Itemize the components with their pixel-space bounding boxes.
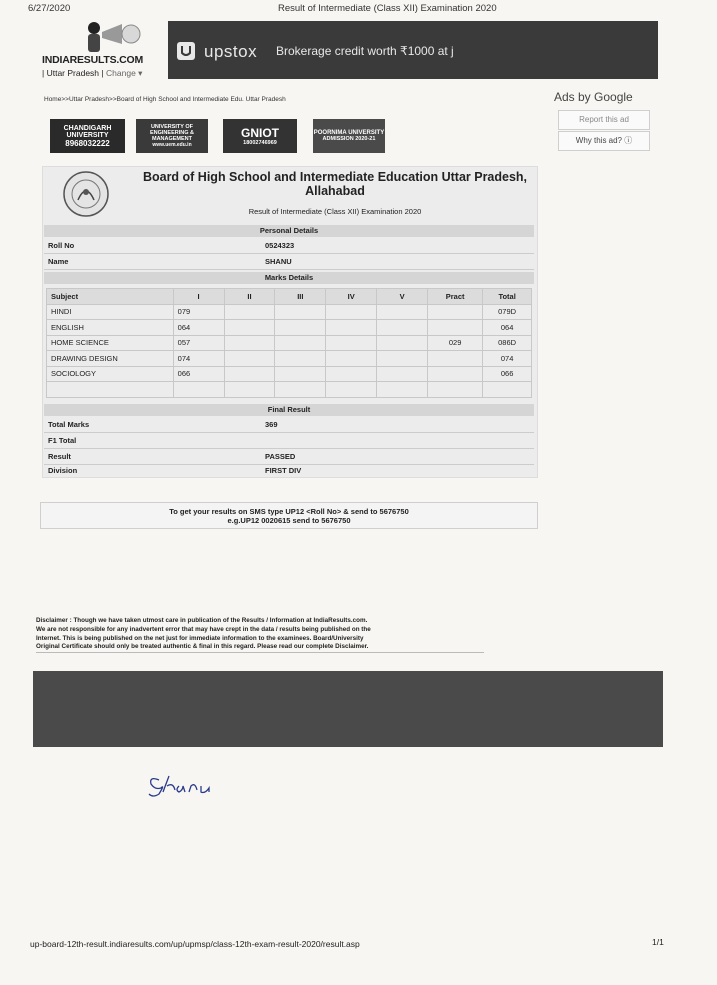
cell-pract [428, 304, 483, 320]
site-logo[interactable] [42, 20, 162, 80]
sponsor-name: POORNIMA UNIVERSITY [313, 130, 385, 136]
result-label: Result [48, 452, 71, 461]
cell-iii [275, 320, 326, 336]
board-title-line2: Allahabad [305, 184, 365, 198]
upstox-logo-icon [177, 42, 195, 60]
cell-total [483, 382, 532, 398]
table-row [47, 304, 532, 320]
division-label: Division [48, 466, 78, 475]
cell-total: 079D [483, 304, 532, 320]
cell-pract: 029 [428, 335, 483, 351]
footer-url: up-board-12th-result.indiaresults.com/up/upmsp/class-12th-exam-result-2020/result.asp [30, 939, 360, 949]
marks-table [46, 288, 532, 398]
cell-iii [275, 304, 326, 320]
f1-total-label: F1 Total [48, 436, 77, 445]
sponsor-poornima[interactable] [313, 119, 385, 153]
cell-subject: HINDI [47, 304, 174, 320]
print-date: 6/27/2020 [28, 3, 71, 14]
disclaimer-line4[interactable]: Original Certificate should only be treated authentic & final in this regard. Please read our complete Disclaimer. [36, 643, 369, 651]
cell-iv [326, 366, 377, 382]
cell-total: 066 [483, 366, 532, 382]
why-this-ad-button[interactable]: Why this ad? ⓘ [558, 131, 650, 151]
col-iv: IV [326, 289, 377, 305]
sponsor-name: GNIOT [241, 126, 279, 140]
separator: | [101, 68, 104, 78]
division-row [44, 465, 534, 476]
report-ad-button[interactable]: Report this ad [558, 110, 650, 130]
ads-by-google-label[interactable]: Ads by Google [554, 90, 633, 104]
cell-total: 074 [483, 351, 532, 367]
sponsor-gniot[interactable] [223, 119, 297, 153]
cell-v [377, 351, 428, 367]
person-with-megaphone-icon [84, 20, 144, 54]
print-title: Result of Intermediate (Class XII) Examination 2020 [278, 3, 497, 14]
disclaimer [36, 617, 484, 653]
sponsor-chandigarh[interactable] [50, 119, 125, 153]
cell-i: 064 [173, 320, 224, 336]
total-marks-label: Total Marks [48, 420, 90, 429]
upstox-ad-text: Brokerage credit worth ₹1000 at j [276, 44, 454, 58]
col-total: Total [483, 289, 532, 305]
cell-iv [326, 335, 377, 351]
cell-subject: SOCIOLOGY [47, 366, 174, 382]
cell-iii [275, 366, 326, 382]
cell-ii [224, 304, 275, 320]
cell-ii [224, 366, 275, 382]
site-brand: INDIARESULTS.COM [42, 54, 144, 66]
cell-iii [275, 382, 326, 398]
cell-pract [428, 351, 483, 367]
disclaimer-line2: We are not responsible for any inadvertent error that may have crept in the data / results being published on the [36, 625, 371, 633]
breadcrumb-sep: >> [109, 96, 117, 103]
cell-i [173, 382, 224, 398]
cell-i: 066 [173, 366, 224, 382]
sponsor-sub: 8968032222 [65, 138, 110, 148]
sponsor-name: CHANDIGARH UNIVERSITY [63, 124, 112, 139]
upstox-brand: upstox [204, 42, 258, 61]
breadcrumb-page: Board of High School and Intermediate Edu. Uttar Pradesh [116, 96, 286, 103]
personal-details-heading: Personal Details [44, 225, 534, 237]
cell-pract [428, 382, 483, 398]
board-subtitle: Result of Intermediate (Class XII) Examination 2020 [248, 207, 422, 216]
up-emblem-icon [60, 170, 112, 218]
disclaimer-line3: Internet. This is being published on the net just for immediate information to the examinees. Board/University [36, 634, 364, 642]
col-ii: II [224, 289, 275, 305]
result-row [44, 450, 534, 465]
cell-v [377, 335, 428, 351]
board-title-line1: Board of High School and Intermediate Education Uttar Pradesh, [142, 170, 528, 184]
cell-ii [224, 335, 275, 351]
table-row [47, 335, 532, 351]
f1-total-row [44, 434, 534, 449]
col-subject: Subject [47, 289, 174, 305]
cell-i: 057 [173, 335, 224, 351]
bottom-ad-block[interactable] [33, 671, 663, 747]
col-v: V [377, 289, 428, 305]
cell-total: 086D [483, 335, 532, 351]
name-row [44, 255, 534, 270]
breadcrumb-home[interactable]: Home [44, 96, 62, 103]
cell-iii [275, 351, 326, 367]
cell-iv [326, 304, 377, 320]
cell-subject [47, 382, 174, 398]
total-marks-value: 369 [265, 420, 278, 429]
cell-ii [224, 382, 275, 398]
cell-iv [326, 320, 377, 336]
sponsor-name: UNIVERSITY OF ENGINEERING & MANAGEMENT [149, 124, 194, 142]
sponsor-sub: ADMISSION 2020-21 [322, 136, 376, 142]
breadcrumb [44, 96, 286, 103]
breadcrumb-sep: >> [61, 96, 69, 103]
sms-line2: e.g.UP12 0020615 send to 5676750 [227, 516, 351, 525]
table-row [47, 366, 532, 382]
change-state-link[interactable]: Change ▾ [106, 68, 143, 78]
col-iii: III [275, 289, 326, 305]
cell-subject: DRAWING DESIGN [47, 351, 174, 367]
sms-line1: To get your results on SMS type UP12 <Roll No> & send to 5676750 [169, 507, 409, 516]
board-title [130, 170, 540, 198]
roll-label: Roll No [48, 241, 75, 250]
cell-v [377, 366, 428, 382]
marks-details-heading: Marks Details [44, 272, 534, 284]
marks-header-row [47, 289, 532, 305]
cell-v [377, 320, 428, 336]
table-row [47, 382, 532, 398]
name-value: SHANU [265, 257, 292, 266]
breadcrumb-state[interactable]: Uttar Pradesh [68, 96, 110, 103]
cell-i: 074 [173, 351, 224, 367]
table-row [47, 351, 532, 367]
sms-info-box [40, 502, 538, 529]
roll-value: 0524323 [265, 241, 295, 250]
separator: | [42, 68, 45, 78]
division-value: FIRST DIV [265, 466, 302, 475]
cell-iii [275, 335, 326, 351]
upstox-ad-banner[interactable] [168, 21, 658, 79]
cell-ii [224, 320, 275, 336]
state-label: Uttar Pradesh [46, 68, 100, 78]
sponsor-sub: www.uem.edu.in [152, 142, 192, 148]
cell-subject: HOME SCIENCE [47, 335, 174, 351]
handwritten-signature [145, 770, 225, 800]
cell-pract [428, 320, 483, 336]
cell-iv [326, 382, 377, 398]
cell-v [377, 304, 428, 320]
cell-pract [428, 366, 483, 382]
name-label: Name [48, 257, 69, 266]
final-result-heading: Final Result [44, 404, 534, 416]
page-number: 1/1 [652, 937, 664, 947]
cell-v [377, 382, 428, 398]
cell-ii [224, 351, 275, 367]
cell-subject: ENGLISH [47, 320, 174, 336]
col-i: I [173, 289, 224, 305]
table-row [47, 320, 532, 336]
col-pract: Pract [428, 289, 483, 305]
total-marks-row [44, 418, 534, 433]
disclaimer-line1: Disclaimer : Though we have taken utmost care in publication of the Results / Information at IndiaResults.com. [36, 617, 368, 624]
cell-i: 079 [173, 304, 224, 320]
result-value: PASSED [265, 452, 296, 461]
sponsor-sub: 18002746969 [243, 140, 277, 146]
cell-total: 064 [483, 320, 532, 336]
roll-row [44, 239, 534, 254]
sponsor-uem[interactable] [136, 119, 208, 153]
cell-iv [326, 351, 377, 367]
